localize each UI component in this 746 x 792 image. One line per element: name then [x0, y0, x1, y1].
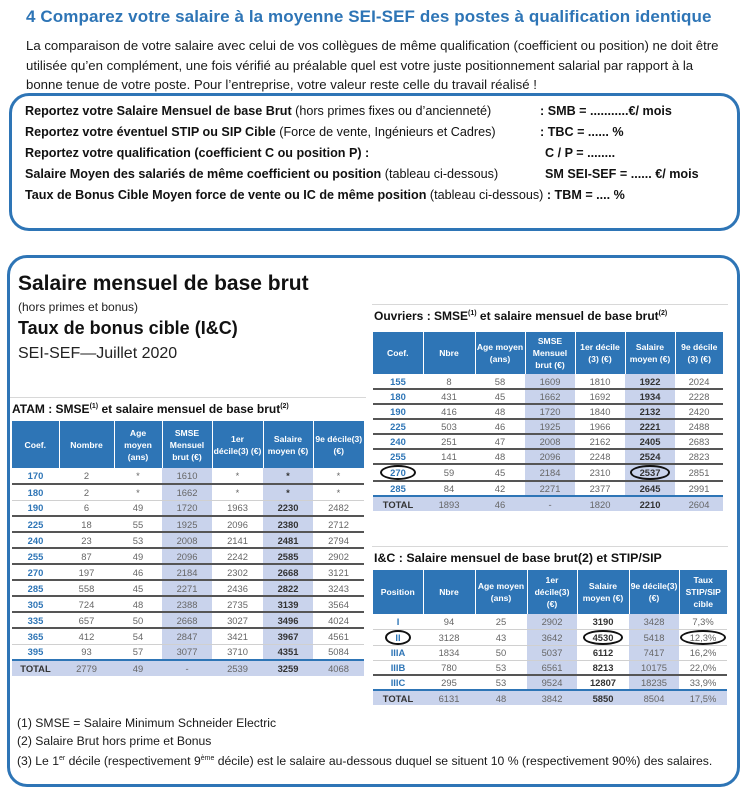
table-cell: 270: [12, 564, 59, 580]
table-cell: 2242: [212, 548, 263, 564]
table-cell: 2668: [162, 612, 212, 628]
table-cell: 2302: [212, 564, 263, 580]
table-cell: 2712: [313, 516, 364, 532]
table-cell: IIIC: [373, 675, 423, 690]
table-row: [373, 629, 727, 645]
table-row: [373, 675, 727, 690]
table-cell: 395: [12, 644, 59, 660]
table-cell: 4351: [263, 644, 313, 660]
table-cell: 2184: [162, 564, 212, 580]
table-cell: 2794: [313, 532, 364, 548]
table-cell: *: [212, 468, 263, 484]
table-cell: 295: [423, 675, 475, 690]
table-cell: 2248: [575, 449, 625, 464]
table-cell: 225: [12, 516, 59, 532]
atam-table: [12, 421, 364, 676]
col-decile1: 1er décile(3) (€): [212, 421, 263, 468]
table-cell: 2228: [675, 389, 723, 404]
form-row-sm: [25, 167, 498, 181]
table-row: [373, 614, 727, 629]
table-cell: *: [263, 484, 313, 500]
total-cell: 4068: [313, 660, 364, 676]
table-cell: 46: [114, 564, 162, 580]
highlight-circle: 270: [380, 465, 416, 480]
table-cell: 3077: [162, 644, 212, 660]
table-cell: 251: [423, 434, 475, 449]
divider: [372, 546, 728, 547]
table-cell: 2310: [575, 464, 625, 481]
table-cell: 1925: [525, 419, 575, 434]
footnote-2: (2) Salaire Brut hors prime et Bonus: [17, 733, 212, 748]
table-row: [373, 660, 727, 675]
table-cell: 1609: [525, 374, 575, 389]
tbc-field[interactable]: : TBC = ...... %: [540, 125, 624, 139]
col-decile1: 1er décile(3) (€): [527, 570, 577, 614]
table-row: [373, 419, 723, 434]
table-cell: 2585: [263, 548, 313, 564]
form-label: Reportez votre éventuel STIP ou SIP Cible: [25, 125, 276, 139]
table-cell: 1840: [575, 404, 625, 419]
table-cell: 2388: [162, 596, 212, 612]
footnote-3: (3) Le 1er décile (respectivement 9ème décile) est le salaire au-dessous duquel se situent 10 % (respectivement 90%) des salaires.: [17, 754, 713, 769]
table-cell: 2096: [525, 449, 575, 464]
form-row-tbm: [25, 188, 625, 202]
table-cell: 6: [59, 500, 114, 516]
highlight-circle: 2537: [630, 465, 671, 480]
table-row: [12, 532, 364, 548]
table-cell: 53: [114, 532, 162, 548]
table-cell: 9524: [527, 675, 577, 690]
table-cell: 2488: [675, 419, 723, 434]
table-cell: 285: [12, 580, 59, 596]
table-cell: 2: [59, 484, 114, 500]
table-row: [373, 374, 723, 389]
table-cell: 48: [475, 404, 525, 419]
table-cell: 5084: [313, 644, 364, 660]
table-cell: 3496: [263, 612, 313, 628]
table-cell: 305: [12, 596, 59, 612]
table-cell: 2271: [525, 481, 575, 496]
table-cell: 3967: [263, 628, 313, 644]
table-cell: *: [263, 468, 313, 484]
table-row: [373, 449, 723, 464]
form-row-tbc: [25, 125, 496, 139]
col-salaire-moyen: Salaire moyen (€): [625, 332, 675, 374]
table-cell: 240: [12, 532, 59, 548]
table-cell: 2380: [263, 516, 313, 532]
table-header-row: [373, 332, 723, 374]
main-date: SEI-SEF—Juillet 2020: [18, 345, 178, 362]
table-cell: 2184: [525, 464, 575, 481]
form-label: Reportez votre Salaire Mensuel de base Brut: [25, 104, 292, 118]
total-row: [373, 690, 727, 705]
col-nbre: Nbre: [423, 332, 475, 374]
table-cell: *: [212, 484, 263, 500]
table-cell: 180: [12, 484, 59, 500]
col-salaire-moyen: Salaire moyen (€): [263, 421, 313, 468]
table-cell: 47: [475, 434, 525, 449]
table-cell: 55: [114, 516, 162, 532]
total-cell: 2210: [625, 496, 675, 511]
col-age: Age moyen (ans): [475, 570, 527, 614]
col-decile9: 9e décile (3) (€): [675, 332, 723, 374]
table-cell: 2132: [625, 404, 675, 419]
table-cell: 2645: [625, 481, 675, 496]
col-coef: Coef.: [12, 421, 59, 468]
table-cell: *: [313, 484, 364, 500]
table-cell: 197: [59, 564, 114, 580]
table-cell: 180: [373, 389, 423, 404]
table-cell: 1662: [525, 389, 575, 404]
table-cell: 2436: [212, 580, 263, 596]
col-position: Position: [373, 570, 423, 614]
total-cell: 2604: [675, 496, 723, 511]
table-cell: 1922: [625, 374, 675, 389]
table-cell: 1834: [423, 645, 475, 660]
table-cell: 3128: [423, 629, 475, 645]
table-cell: 2735: [212, 596, 263, 612]
table-cell: 2024: [675, 374, 723, 389]
table-cell: 3121: [313, 564, 364, 580]
total-cell: TOTAL: [373, 496, 423, 511]
total-cell: 3842: [527, 690, 577, 705]
table-row: [373, 645, 727, 660]
table-cell: 3139: [263, 596, 313, 612]
table-row: [12, 596, 364, 612]
smb-field[interactable]: : SMB = ...........€/ mois: [540, 104, 672, 118]
table-row: [373, 434, 723, 449]
table-cell: 53: [475, 675, 527, 690]
table-cell: 558: [59, 580, 114, 596]
table-cell: 94: [423, 614, 475, 629]
table-cell: 2991: [675, 481, 723, 496]
table-cell: IIIB: [373, 660, 423, 675]
col-nbre: Nbre: [423, 570, 475, 614]
table-cell: 2847: [162, 628, 212, 644]
table-cell: 23: [59, 532, 114, 548]
total-cell: TOTAL: [12, 660, 59, 676]
divider: [372, 304, 728, 305]
table-cell: 1810: [575, 374, 625, 389]
table-cell: 1720: [162, 500, 212, 516]
table-cell: 1692: [575, 389, 625, 404]
highlight-circle: 4530: [583, 630, 624, 645]
form-hint: (tableau ci-dessous): [426, 188, 544, 202]
table-cell: 42: [475, 481, 525, 496]
form-row-qualification: [25, 146, 369, 160]
table-cell: 43: [475, 629, 527, 645]
table-row: [12, 612, 364, 628]
col-age: Age moyen (ans): [475, 332, 525, 374]
table-cell: 49: [114, 500, 162, 516]
table-cell: 365: [12, 628, 59, 644]
col-smse: SMSE Mensuel brut (€): [525, 332, 575, 374]
table-cell: 2822: [263, 580, 313, 596]
table-cell: 155: [373, 374, 423, 389]
table-cell: 724: [59, 596, 114, 612]
table-cell: 1963: [212, 500, 263, 516]
table-cell: 2271: [162, 580, 212, 596]
table-cell: 3642: [527, 629, 577, 645]
table-cell: 58: [475, 374, 525, 389]
table-cell: 190: [12, 500, 59, 516]
table-cell: 2482: [313, 500, 364, 516]
main-title: Salaire mensuel de base brut: [18, 272, 309, 295]
table-cell: 3027: [212, 612, 263, 628]
table-cell: [373, 629, 423, 645]
table-cell: 45: [114, 580, 162, 596]
atam-caption: ATAM : SMSE$^{(1)}$ et salaire mensuel de base brut$^{(2)}$: [12, 402, 289, 416]
total-row: [373, 496, 723, 511]
table-cell: 4561: [313, 628, 364, 644]
total-cell: 1893: [423, 496, 475, 511]
table-cell: 3428: [629, 614, 679, 629]
total-cell: 46: [475, 496, 525, 511]
total-cell: 6131: [423, 690, 475, 705]
table-cell: 48: [114, 596, 162, 612]
table-cell: 2420: [675, 404, 723, 419]
table-cell: 2524: [625, 449, 675, 464]
table-row: [12, 500, 364, 516]
table-cell: 2162: [575, 434, 625, 449]
table-cell: [679, 629, 727, 645]
table-cell: 50: [475, 645, 527, 660]
table-cell: 5418: [629, 629, 679, 645]
col-age: Age moyen (ans): [114, 421, 162, 468]
col-decile9: 9e décile(3) (€): [629, 570, 679, 614]
table-cell: I: [373, 614, 423, 629]
table-cell: 3710: [212, 644, 263, 660]
form-label: Taux de Bonus Cible Moyen force de vente ou IC de même position: [25, 188, 427, 202]
table-row: [12, 628, 364, 644]
table-cell: 2902: [313, 548, 364, 564]
table-row: [12, 644, 364, 660]
table-cell: 416: [423, 404, 475, 419]
table-cell: 2668: [263, 564, 313, 580]
table-row: [373, 404, 723, 419]
form-box: [9, 93, 740, 231]
table-cell: 780: [423, 660, 475, 675]
col-taux-stip: Taux STIP/SIP cible: [679, 570, 727, 614]
table-cell: 2096: [162, 548, 212, 564]
table-cell: 93: [59, 644, 114, 660]
qualification-field[interactable]: C / P = ........: [545, 146, 616, 160]
table-cell: 3190: [577, 614, 629, 629]
table-row: [12, 564, 364, 580]
table-cell: 2230: [263, 500, 313, 516]
table-header-row: [373, 570, 727, 614]
form-label: Reportez votre qualification (coefficient C ou position P) :: [25, 146, 370, 160]
table-cell: 2: [59, 468, 114, 484]
table-cell: 2008: [525, 434, 575, 449]
col-salaire-moyen: Salaire moyen (€): [577, 570, 629, 614]
table-cell: *: [313, 468, 364, 484]
table-cell: 18235: [629, 675, 679, 690]
table-cell: 1662: [162, 484, 212, 500]
table-cell: 1966: [575, 419, 625, 434]
table-cell: 3243: [313, 580, 364, 596]
table-cell: 657: [59, 612, 114, 628]
table-cell: 59: [423, 464, 475, 481]
table-cell: 12807: [577, 675, 629, 690]
table-row: [373, 481, 723, 496]
table-cell: *: [114, 484, 162, 500]
ouvriers-table: [373, 332, 723, 511]
table-cell: 255: [373, 449, 423, 464]
col-nombre: Nombre: [59, 421, 114, 468]
ic-table: [373, 570, 727, 705]
total-cell: 2779: [59, 660, 114, 676]
ouvriers-caption: Ouvriers : SMSE$^{(1)}$ et salaire mensuel de base brut$^{(2)}$: [374, 309, 668, 323]
table-cell: 16,2%: [679, 645, 727, 660]
table-cell: IIIA: [373, 645, 423, 660]
table-cell: 45: [475, 464, 525, 481]
form-row-smb: [25, 104, 491, 118]
form-hint: (hors primes fixes ou d’ancienneté): [291, 104, 492, 118]
table-cell: 2377: [575, 481, 625, 496]
table-cell: 25: [475, 614, 527, 629]
total-cell: 3259: [263, 660, 313, 676]
table-cell: 2902: [527, 614, 577, 629]
table-cell: 4024: [313, 612, 364, 628]
highlight-circle: 12,3%: [680, 630, 727, 645]
table-cell: 412: [59, 628, 114, 644]
table-cell: [373, 464, 423, 481]
table-row: [12, 516, 364, 532]
total-cell: -: [162, 660, 212, 676]
table-cell: 49: [114, 548, 162, 564]
form-hint: (Force de vente, Ingénieurs et Cadres): [275, 125, 496, 139]
table-cell: 5037: [527, 645, 577, 660]
table-header-row: [12, 421, 364, 468]
total-cell: 5850: [577, 690, 629, 705]
table-row: [373, 389, 723, 404]
table-cell: 8: [423, 374, 475, 389]
ic-caption: I&C : Salaire mensuel de base brut(2) et STIP/SIP: [374, 551, 662, 565]
section-title: 4 Comparez votre salaire à la moyenne SEI-SEF des postes à qualification identique: [26, 7, 712, 26]
table-cell: 2481: [263, 532, 313, 548]
total-cell: TOTAL: [373, 690, 423, 705]
table-cell: 1925: [162, 516, 212, 532]
table-cell: 503: [423, 419, 475, 434]
form-hint: (tableau ci-dessous): [381, 167, 499, 181]
main-title-bonus: Taux de bonus cible (I&C): [18, 318, 238, 338]
table-row: [12, 548, 364, 564]
footnote-1: (1) SMSE = Salaire Minimum Schneider Electric: [17, 716, 277, 730]
table-cell: 1610: [162, 468, 212, 484]
table-cell: 170: [12, 468, 59, 484]
table-cell: 45: [475, 389, 525, 404]
col-decile9: 9e décile(3) (€): [313, 421, 364, 468]
table-cell: 2096: [212, 516, 263, 532]
footnotes: [17, 715, 712, 771]
table-cell: 2008: [162, 532, 212, 548]
table-cell: 8213: [577, 660, 629, 675]
total-cell: 8504: [629, 690, 679, 705]
table-cell: 2851: [675, 464, 723, 481]
total-cell: 1820: [575, 496, 625, 511]
table-cell: 48: [475, 449, 525, 464]
col-coef: Coef.: [373, 332, 423, 374]
table-cell: 431: [423, 389, 475, 404]
table-cell: 22,0%: [679, 660, 727, 675]
table-cell: 2405: [625, 434, 675, 449]
table-cell: 2221: [625, 419, 675, 434]
table-cell: 10175: [629, 660, 679, 675]
total-cell: 17,5%: [679, 690, 727, 705]
main-subtitle: (hors primes et bonus): [18, 300, 139, 314]
table-cell: 2683: [675, 434, 723, 449]
divider: [10, 397, 366, 398]
table-row: [12, 468, 364, 484]
table-cell: 240: [373, 434, 423, 449]
table-cell: [577, 629, 629, 645]
table-cell: 50: [114, 612, 162, 628]
table-cell: 7417: [629, 645, 679, 660]
total-cell: 48: [475, 690, 527, 705]
table-cell: 1934: [625, 389, 675, 404]
table-cell: 6561: [527, 660, 577, 675]
table-cell: 225: [373, 419, 423, 434]
table-cell: 3421: [212, 628, 263, 644]
intro-paragraph: La comparaison de votre salaire avec celui de vos collègues de même qualification (coefficient ou position) ne doit être utilisée qu’en complément, une fois vérifié au préalable quel est votre juste positionnement salarial par rapport à la bonne tenue de votre poste. Pour l’entreprise, votre valeur reste celle du travail réalisé !: [26, 38, 719, 92]
table-cell: 141: [423, 449, 475, 464]
table-cell: 33,9%: [679, 675, 727, 690]
table-cell: 18: [59, 516, 114, 532]
table-cell: 84: [423, 481, 475, 496]
table-cell: 6112: [577, 645, 629, 660]
total-row: [12, 660, 364, 676]
table-cell: 335: [12, 612, 59, 628]
table-cell: 255: [12, 548, 59, 564]
sm-sei-sef-field[interactable]: SM SEI-SEF = ...... €/ mois: [545, 167, 699, 181]
total-cell: -: [525, 496, 575, 511]
table-cell: 57: [114, 644, 162, 660]
highlight-circle: II: [385, 630, 410, 645]
table-cell: 2141: [212, 532, 263, 548]
tbm-field[interactable]: : TBM = .... %: [543, 188, 625, 202]
table-cell: 46: [475, 419, 525, 434]
table-row: [12, 580, 364, 596]
table-cell: 190: [373, 404, 423, 419]
table-row: [373, 464, 723, 481]
table-cell: 285: [373, 481, 423, 496]
table-cell: [625, 464, 675, 481]
table-cell: 2823: [675, 449, 723, 464]
total-cell: 2539: [212, 660, 263, 676]
table-cell: 53: [475, 660, 527, 675]
table-cell: *: [114, 468, 162, 484]
table-cell: 3564: [313, 596, 364, 612]
col-decile1: 1er décile (3) (€): [575, 332, 625, 374]
table-row: [12, 484, 364, 500]
table-cell: 7,3%: [679, 614, 727, 629]
total-cell: 49: [114, 660, 162, 676]
table-cell: 1720: [525, 404, 575, 419]
table-cell: 54: [114, 628, 162, 644]
form-label: Salaire Moyen des salariés de même coefficient ou position: [25, 167, 382, 181]
table-cell: 87: [59, 548, 114, 564]
col-smse: SMSE Mensuel brut (€): [162, 421, 212, 468]
